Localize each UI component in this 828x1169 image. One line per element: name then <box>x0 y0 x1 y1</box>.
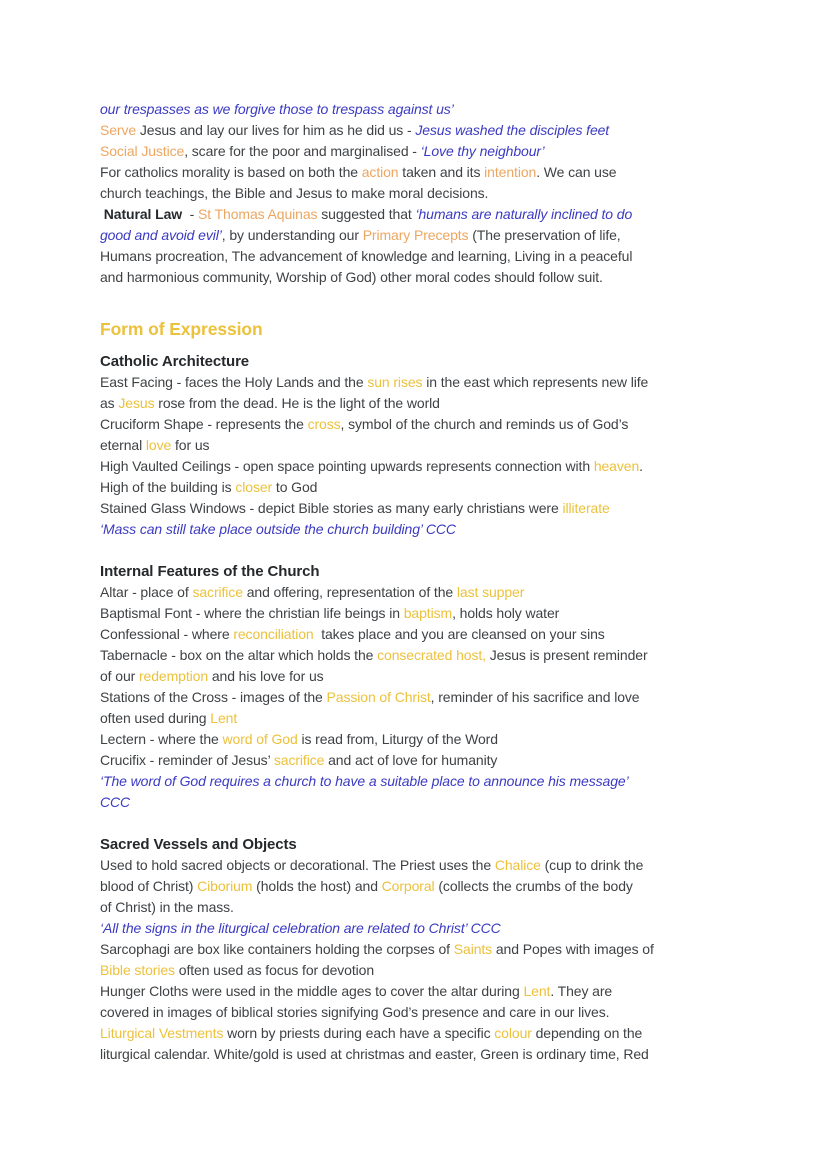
highlight-yellow-run: last supper <box>456 584 525 600</box>
highlight-yellow-run: Saints <box>453 941 493 957</box>
highlight-orange-run: St Thomas Aquinas <box>198 206 318 222</box>
text-line <box>100 1002 732 1023</box>
body-text-run: eternal <box>100 437 146 453</box>
blank-line <box>100 288 732 309</box>
body-text-run: for us <box>171 437 210 453</box>
body-text-run: . They are <box>550 983 613 999</box>
body-text-run: is read from, Liturgy of the Word <box>297 731 498 747</box>
highlight-yellow-run: word of God <box>222 731 298 747</box>
text-line <box>100 414 732 435</box>
text-line <box>100 498 732 519</box>
body-text-run: Sarcophagi are box like containers holding the corpses of <box>100 941 454 957</box>
body-text-run: of our <box>100 668 139 684</box>
text-line <box>100 897 732 918</box>
body-text-run: and harmonious community, Worship of God) other moral codes should follow suit. <box>100 269 603 285</box>
body-text-run: - <box>185 206 198 222</box>
text-line <box>100 645 732 666</box>
body-text-run: , reminder of his sacrifice and love <box>430 689 640 705</box>
blank-line <box>100 540 732 561</box>
body-text-run: , by understanding our <box>221 227 363 243</box>
subsection-title: Sacred Vessels and Objects <box>100 836 297 853</box>
body-text-run: to God <box>272 479 318 495</box>
highlight-yellow-run: redemption <box>139 668 209 684</box>
body-text-run: and act of love for humanity <box>324 752 498 768</box>
text-line <box>100 246 732 267</box>
highlight-orange-run: Primary Precepts <box>362 227 469 243</box>
body-text-run: Stations of the Cross - images of the <box>100 689 327 705</box>
text-line <box>100 120 732 141</box>
bold-text-run: Natural Law <box>100 206 186 222</box>
body-text-run: . <box>639 458 643 474</box>
text-line <box>100 225 732 246</box>
text-line <box>100 372 732 393</box>
text-line <box>100 393 732 414</box>
text-line <box>100 603 732 624</box>
body-text-run: church teachings, the Bible and Jesus to make moral decisions. <box>100 185 489 201</box>
text-line <box>100 750 732 771</box>
body-text-run: (cup to drink the <box>540 857 644 873</box>
body-text-run: Altar - place of <box>100 584 193 600</box>
quote-blue-run: ‘The word of God requires a church to have a suitable place to announce his message’ <box>100 773 629 789</box>
body-text-run: blood of Christ) <box>100 878 198 894</box>
text-line <box>100 708 732 729</box>
body-text-run: liturgical calendar. White/gold is used at christmas and easter, Green is ordinary time, Red <box>100 1046 649 1062</box>
text-line <box>100 624 732 645</box>
highlight-yellow-run: closer <box>235 479 273 495</box>
highlight-orange-run: intention <box>484 164 537 180</box>
highlight-yellow-run: heaven <box>593 458 640 474</box>
body-text-run: Baptismal Font - where the christian life beings in <box>100 605 404 621</box>
text-line <box>100 729 732 750</box>
subsection-title: Internal Features of the Church <box>100 563 320 580</box>
text-line <box>100 855 732 876</box>
body-text-run: rose from the dead. He is the light of the world <box>154 395 440 411</box>
highlight-orange-run: Social Justice <box>100 143 185 159</box>
body-text-run: , holds holy water <box>452 605 560 621</box>
body-text-run: Stained Glass Windows - depict Bible stories as many early christians were <box>100 500 563 516</box>
body-text-run: . We can use <box>536 164 617 180</box>
body-text-run: , scare for the poor and marginalised - <box>184 143 421 159</box>
quote-blue-run: ‘humans are naturally inclined to do <box>415 206 633 222</box>
body-text-run: Hunger Cloths were used in the middle ages to cover the altar during <box>100 983 524 999</box>
body-text-run: of Christ) in the mass. <box>100 899 234 915</box>
text-line <box>100 162 732 183</box>
body-text-run: High of the building is <box>100 479 236 495</box>
body-text-run: takes place and you are cleansed on your sins <box>313 626 605 642</box>
highlight-yellow-run: Lent <box>210 710 238 726</box>
body-text-run: Tabernacle - box on the altar which holds the <box>100 647 378 663</box>
highlight-yellow-run: Lent <box>523 983 551 999</box>
document-content <box>100 99 732 1065</box>
text-line <box>100 771 732 792</box>
body-text-run: Jesus is present reminder <box>485 647 648 663</box>
text-line <box>100 456 732 477</box>
highlight-orange-run: action <box>361 164 399 180</box>
quote-blue-run: CCC <box>100 794 131 810</box>
text-line <box>100 792 732 813</box>
quote-blue-run: Jesus washed the disciples feet <box>415 122 610 138</box>
body-text-run: often used during <box>100 710 211 726</box>
text-line <box>100 99 732 120</box>
highlight-yellow-run: sun rises <box>367 374 423 390</box>
highlight-yellow-run: reconciliation <box>233 626 314 642</box>
body-text-run: taken and its <box>398 164 485 180</box>
highlight-yellow-run: sacrifice <box>192 584 243 600</box>
blank-line <box>100 813 732 834</box>
highlight-yellow-run: Chalice <box>494 857 541 873</box>
text-line <box>100 939 732 960</box>
body-text-run: Crucifix - reminder of Jesus’ <box>100 752 274 768</box>
text-line <box>100 204 732 225</box>
text-line <box>100 141 732 162</box>
body-text-run: worn by priests during each have a specific <box>223 1025 495 1041</box>
highlight-yellow-run: Corporal <box>381 878 435 894</box>
quote-blue-run: ‘All the signs in the liturgical celebration are related to Christ’ CCC <box>100 920 501 936</box>
text-line <box>100 960 732 981</box>
text-line <box>100 435 732 456</box>
body-text-run: as <box>100 395 119 411</box>
body-text-run: and Popes with images of <box>492 941 654 957</box>
text-line <box>100 981 732 1002</box>
highlight-yellow-run: Jesus <box>118 395 155 411</box>
body-text-run: Used to hold sacred objects or decorational. The Priest uses the <box>100 857 495 873</box>
highlight-yellow-run: baptism <box>403 605 453 621</box>
highlight-yellow-run: Liturgical Vestments <box>100 1025 224 1041</box>
body-text-run: (holds the host) and <box>252 878 382 894</box>
body-text-run: Cruciform Shape - represents the <box>100 416 308 432</box>
body-text-run: For catholics morality is based on both the <box>100 164 362 180</box>
highlight-yellow-run: illiterate <box>562 500 610 516</box>
body-text-run: Confessional - where <box>100 626 234 642</box>
quote-blue-run: our trespasses as we forgive those to trespass against us’ <box>100 101 454 117</box>
quote-blue-run: ‘Love thy neighbour’ <box>420 143 545 159</box>
body-text-run: Lectern - where the <box>100 731 223 747</box>
text-line <box>100 267 732 288</box>
body-text-run: High Vaulted Ceilings - open space pointing upwards represents connection with <box>100 458 594 474</box>
highlight-yellow-run: cross <box>307 416 341 432</box>
highlight-yellow-run: Bible stories <box>100 962 175 978</box>
body-text-run: (collects the crumbs of the body <box>434 878 633 894</box>
body-text-run: Jesus and lay our lives for him as he did us - <box>136 122 416 138</box>
body-text-run: often used as focus for devotion <box>174 962 375 978</box>
text-line <box>100 687 732 708</box>
body-text-run: depending on the <box>531 1025 643 1041</box>
subsection-title: Catholic Architecture <box>100 353 250 370</box>
quote-blue-run: good and avoid evil’ <box>100 227 222 243</box>
text-line <box>100 876 732 897</box>
body-text-run: in the east which represents new life <box>422 374 649 390</box>
body-text-run: and offering, representation of the <box>242 584 457 600</box>
text-line <box>100 582 732 603</box>
text-line <box>100 666 732 687</box>
highlight-orange-run: Serve <box>100 122 137 138</box>
body-text-run: covered in images of biblical stories signifying God’s presence and care in our lives. <box>100 1004 610 1020</box>
highlight-yellow-run: consecrated host, <box>377 647 486 663</box>
quote-blue-run: ‘Mass can still take place outside the church building’ CCC <box>100 521 456 537</box>
text-line <box>100 519 732 540</box>
text-line <box>100 183 732 204</box>
body-text-run: (The preservation of life, <box>468 227 621 243</box>
text-line <box>100 918 732 939</box>
body-text-run: Humans procreation, The advancement of knowledge and learning, Living in a peaceful <box>100 248 633 264</box>
highlight-yellow-run: colour <box>494 1025 532 1041</box>
highlight-yellow-run: Ciborium <box>197 878 253 894</box>
text-line <box>100 1023 732 1044</box>
body-text-run: suggested that <box>317 206 416 222</box>
text-line <box>100 1044 732 1065</box>
body-text-run: , symbol of the church and reminds us of God’s <box>340 416 629 432</box>
body-text-run: and his love for us <box>208 668 324 684</box>
highlight-yellow-run: Passion of Christ <box>326 689 431 705</box>
text-line <box>100 477 732 498</box>
highlight-yellow-run: love <box>145 437 172 453</box>
body-text-run: East Facing - faces the Holy Lands and the <box>100 374 368 390</box>
section-title: Form of Expression <box>100 319 263 339</box>
highlight-yellow-run: sacrifice <box>273 752 325 768</box>
